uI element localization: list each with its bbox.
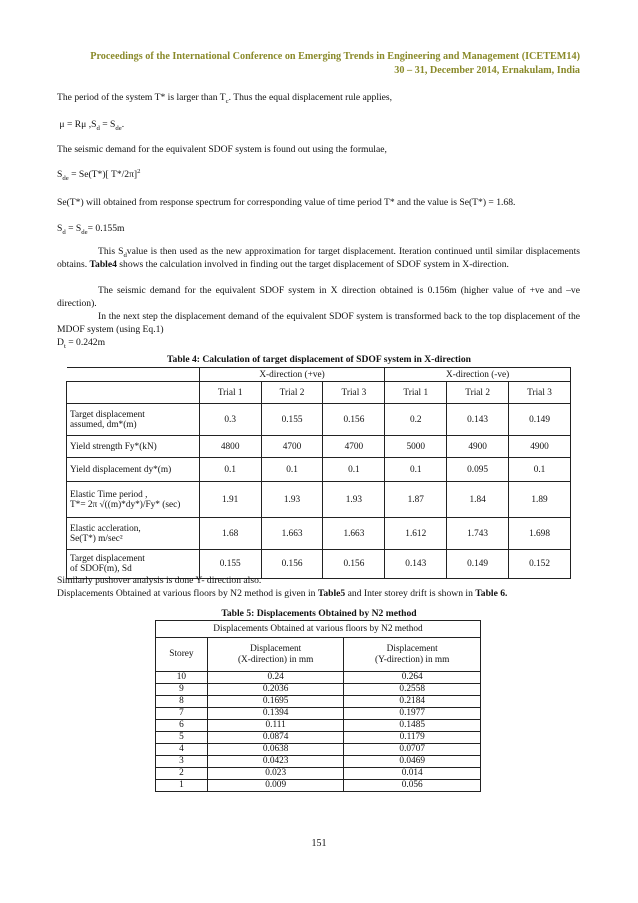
table-row xyxy=(156,780,481,792)
table-row xyxy=(67,518,571,550)
table4-corner xyxy=(67,368,200,382)
row-label: Target displacement of SDOF(m), Sd xyxy=(67,550,200,579)
table-cell: 0.155 xyxy=(261,404,323,436)
table-row xyxy=(67,482,571,518)
row-label: Yield strength Fy*(kN) xyxy=(67,436,200,458)
table-row xyxy=(67,436,571,458)
table-cell: 5 xyxy=(156,732,208,744)
table4-caption: Table 4: Calculation of target displacement of SDOF system in X-direction xyxy=(167,354,471,365)
table-cell: 3 xyxy=(156,756,208,768)
table-row xyxy=(67,458,571,482)
table4-group-negative: X-direction (-ve) xyxy=(385,368,571,382)
table-cell: 1.84 xyxy=(447,482,509,518)
table-cell: 0.156 xyxy=(323,404,385,436)
table-cell: 0.2 xyxy=(385,404,447,436)
paragraph-table-refs: Displacements Obtained at various floors by N2 method is given in Table5 and Inter storey drift is shown in Table 6. xyxy=(57,588,508,599)
table-cell: 1 xyxy=(156,780,208,792)
table4-corner-2 xyxy=(67,382,200,404)
table4-trial-header: Trial 3 xyxy=(323,382,385,404)
table4-trial-header: Trial 1 xyxy=(385,382,447,404)
table-cell: 5000 xyxy=(385,436,447,458)
table-cell: 6 xyxy=(156,720,208,732)
table-cell: 0.0874 xyxy=(207,732,344,744)
table-row xyxy=(156,732,481,744)
table4-group-positive: X-direction (+ve) xyxy=(199,368,385,382)
proceedings-header xyxy=(90,50,580,78)
table-cell: 1.698 xyxy=(509,518,571,550)
paragraph-y-direction: Similarly pushover analysis is done Y- direction also. xyxy=(57,575,262,586)
table5-caption: Table 5: Displacements Obtained by N2 method xyxy=(221,608,417,619)
table-cell: 0.155 xyxy=(199,550,261,579)
table5-header-storey: Storey xyxy=(156,638,208,672)
table-cell: 1.68 xyxy=(199,518,261,550)
table-cell: 0.1179 xyxy=(344,732,481,744)
table-cell: 0.023 xyxy=(207,768,344,780)
equation-sde: $S_{de} = Se(T*)$[ T*/2π]$^2$ xyxy=(57,167,141,182)
row-label: Target displacement assumed, dm*(m) xyxy=(67,404,200,436)
table-cell: 0.24 xyxy=(207,672,344,684)
equation-sd: $S_d = S_{de}= 0.155m$ xyxy=(57,223,125,236)
table-cell: 1.612 xyxy=(385,518,447,550)
paragraph-x-demand: The seismic demand for the equivalent SDOF system in X direction obtained is 0.156m (higher value of +ve and –ve direction). xyxy=(57,285,580,309)
table-cell: 0.1 xyxy=(199,458,261,482)
table-cell: 0.1485 xyxy=(344,720,481,732)
table4-trial-header: Trial 2 xyxy=(447,382,509,404)
table5-body xyxy=(156,672,481,792)
table-cell: 4700 xyxy=(261,436,323,458)
table-cell: 0.009 xyxy=(207,780,344,792)
table-cell: 0.1 xyxy=(385,458,447,482)
row-label: Elastic Time period , T*= 2π √((m)*dy*)/Fy* (sec) xyxy=(67,482,200,518)
table-row xyxy=(156,672,481,684)
table-cell: 1.87 xyxy=(385,482,447,518)
table-cell: 1.663 xyxy=(261,518,323,550)
table-cell: 1.89 xyxy=(509,482,571,518)
table-cell: 0.014 xyxy=(344,768,481,780)
table-cell: 0.0638 xyxy=(207,744,344,756)
table-cell: 0.143 xyxy=(447,404,509,436)
table-cell: 0.156 xyxy=(323,550,385,579)
table4-trial-header: Trial 2 xyxy=(261,382,323,404)
table-cell: 1.663 xyxy=(323,518,385,550)
paragraph-period: The period of the system T* is larger than $T_c$. Thus the equal displacement rule applies, xyxy=(57,92,393,105)
table-row xyxy=(156,768,481,780)
table-row xyxy=(156,708,481,720)
table-cell: 4900 xyxy=(509,436,571,458)
table-cell: 0.143 xyxy=(385,550,447,579)
paragraph-response-spectrum: Se(T*) will obtained from response spectrum for corresponding value of time period T* and the value is Se(T*) = 1.68. xyxy=(57,197,516,208)
table-cell: 8 xyxy=(156,696,208,708)
table-cell: 4900 xyxy=(447,436,509,458)
table-cell: 0.1 xyxy=(509,458,571,482)
table-cell: 0.2558 xyxy=(344,684,481,696)
header-line-2: 30 – 31, December 2014, Ernakulam, India xyxy=(394,65,580,76)
table-cell: 7 xyxy=(156,708,208,720)
page-number: 151 xyxy=(311,838,327,849)
table5-header-y: Displacement (Y-direction) in mm xyxy=(344,638,481,672)
table-cell: 0.095 xyxy=(447,458,509,482)
table-cell: 1.91 xyxy=(199,482,261,518)
table-cell: 4800 xyxy=(199,436,261,458)
table-cell: 0.264 xyxy=(344,672,481,684)
table-cell: 0.3 xyxy=(199,404,261,436)
table-cell: 0.149 xyxy=(509,404,571,436)
table-cell: 0.0423 xyxy=(207,756,344,768)
table5-header-x: Displacement (X-direction) in mm xyxy=(207,638,344,672)
table-cell: 0.156 xyxy=(261,550,323,579)
table4-trial-header-row xyxy=(67,382,571,404)
table-cell: 0.1 xyxy=(261,458,323,482)
table-cell: 0.0469 xyxy=(344,756,481,768)
table-cell: 0.1695 xyxy=(207,696,344,708)
table-row xyxy=(67,404,571,436)
equation-mu: μ = Rμ $,S_d = S_{de}$. xyxy=(59,119,125,132)
equation-dt: $D_t = 0.242m$ xyxy=(57,337,106,350)
table4-trial-header: Trial 1 xyxy=(199,382,261,404)
table5-title: Displacements Obtained at various floors by N2 method xyxy=(156,621,481,638)
row-label: Yield displacement dy*(m) xyxy=(67,458,200,482)
table-cell: 0.149 xyxy=(447,550,509,579)
table-cell: 0.1 xyxy=(323,458,385,482)
table-cell: 2 xyxy=(156,768,208,780)
paragraph-mdof: In the next step the displacement demand of the equivalent SDOF system is transformed back to the top displacement of the MDOF system (using Eq.1) xyxy=(57,311,580,335)
paragraph-iteration: This $S_dvalue$ is then used as the new approximation for target displacement. Iteration continued until similar displacements obtains. Table4 shows the calculation involved in finding out the target displacement of SDOF system in X-direction. xyxy=(57,246,580,270)
table-cell: 0.0707 xyxy=(344,744,481,756)
table-cell: 4 xyxy=(156,744,208,756)
table-row xyxy=(156,696,481,708)
table-cell: 0.1977 xyxy=(344,708,481,720)
table-cell: 0.056 xyxy=(344,780,481,792)
table-cell: 10 xyxy=(156,672,208,684)
table-cell: 1.743 xyxy=(447,518,509,550)
table-cell: 1.93 xyxy=(323,482,385,518)
table-cell: 1.93 xyxy=(261,482,323,518)
table-cell: 9 xyxy=(156,684,208,696)
table-row xyxy=(156,720,481,732)
paragraph-seismic-demand: The seismic demand for the equivalent SDOF system is found out using the formulae, xyxy=(57,144,387,155)
table-cell: 0.2036 xyxy=(207,684,344,696)
header-line-1: Proceedings of the International Conference on Emerging Trends in Engineering and Management (ICETEM14) xyxy=(90,51,580,62)
table-cell: 4700 xyxy=(323,436,385,458)
table4-trial-header: Trial 3 xyxy=(509,382,571,404)
table-cell: 0.111 xyxy=(207,720,344,732)
table4 xyxy=(66,367,571,579)
table-row xyxy=(156,684,481,696)
row-label: Elastic accleration, Se(T*) m/sec² xyxy=(67,518,200,550)
table-cell: 0.1394 xyxy=(207,708,344,720)
table-cell: 0.2184 xyxy=(344,696,481,708)
table-row xyxy=(156,756,481,768)
table-cell: 0.152 xyxy=(509,550,571,579)
table-row xyxy=(156,744,481,756)
table5 xyxy=(155,620,481,792)
